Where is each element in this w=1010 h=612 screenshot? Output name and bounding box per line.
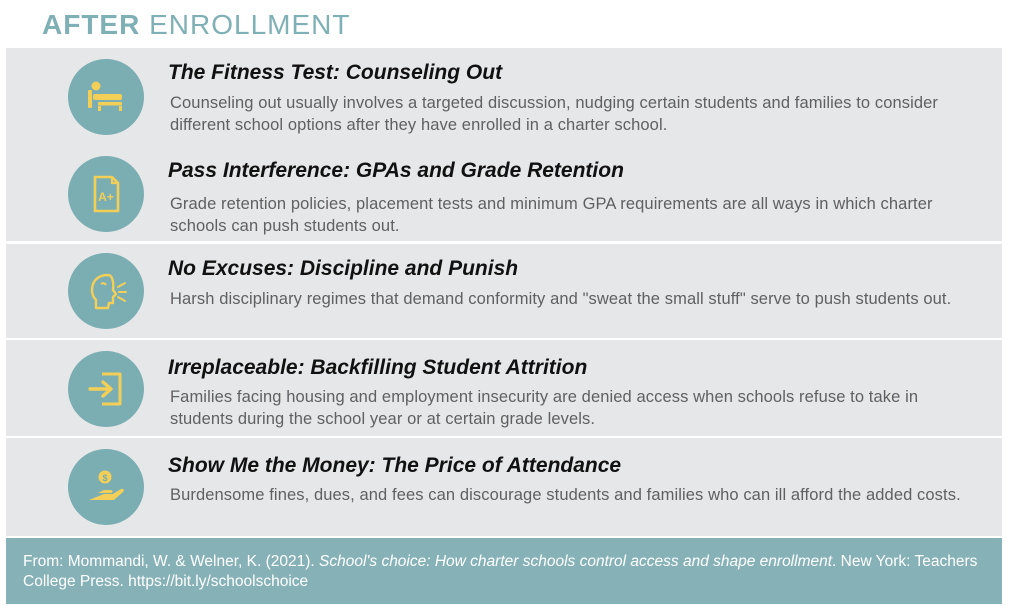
- section-heading: [42, 6, 350, 44]
- grade-a-plus-icon: [68, 156, 144, 232]
- citation-book-title: School's choice: How charter schools control access and shape enrollment: [319, 553, 833, 570]
- heading-light: ENROLLMENT: [149, 9, 351, 40]
- fitness-icon: [68, 59, 144, 135]
- svg-text:A+: A+: [98, 190, 114, 204]
- item-description: Grade retention policies, placement tests and minimum GPA requirements are all ways in which charter schools can push students out.: [170, 195, 933, 235]
- enter-door-icon: [68, 351, 144, 427]
- item-title: Pass Interference: GPAs and Grade Retention: [168, 159, 624, 182]
- svg-text:$: $: [102, 473, 108, 483]
- item-title: Show Me the Money: The Price of Attendance: [168, 454, 622, 477]
- list-item-backfilling: [6, 340, 1002, 436]
- money-hand-icon: [68, 449, 144, 525]
- item-description: Burdensome fines, dues, and fees can discourage students and families who can ill afford the added costs.: [170, 486, 961, 504]
- item-description: Families facing housing and employment insecurity are denied access when schools refuse to take in students during the school year or at certain grade levels.: [170, 388, 919, 428]
- item-description: Counseling out usually involves a targeted discussion, nudging certain students and families to consider different school options after they have enrolled in a charter school.: [170, 94, 939, 134]
- item-title: Irreplaceable: Backfilling Student Attrition: [168, 356, 588, 379]
- list-item-price-attendance: [6, 438, 1002, 536]
- list-item-discipline: [6, 244, 1002, 338]
- list-item-counseling-out: [6, 48, 1002, 146]
- citation-suffix: . New York: Teachers College Press. https://bit.ly/schoolschoice: [23, 553, 978, 590]
- heading-bold: AFTER: [42, 9, 141, 40]
- shouting-face-icon: [68, 253, 144, 329]
- item-title: The Fitness Test: Counseling Out: [168, 61, 503, 84]
- list-item-grade-retention: [6, 146, 1002, 241]
- citation-prefix: From: Mommandi, W. & Welner, K. (2021).: [23, 553, 320, 570]
- item-description: Harsh disciplinary regimes that demand conformity and "sweat the small stuff" serve to push students out.: [170, 290, 952, 308]
- item-title: No Excuses: Discipline and Punish: [168, 257, 519, 280]
- citation-footer: [6, 538, 1002, 604]
